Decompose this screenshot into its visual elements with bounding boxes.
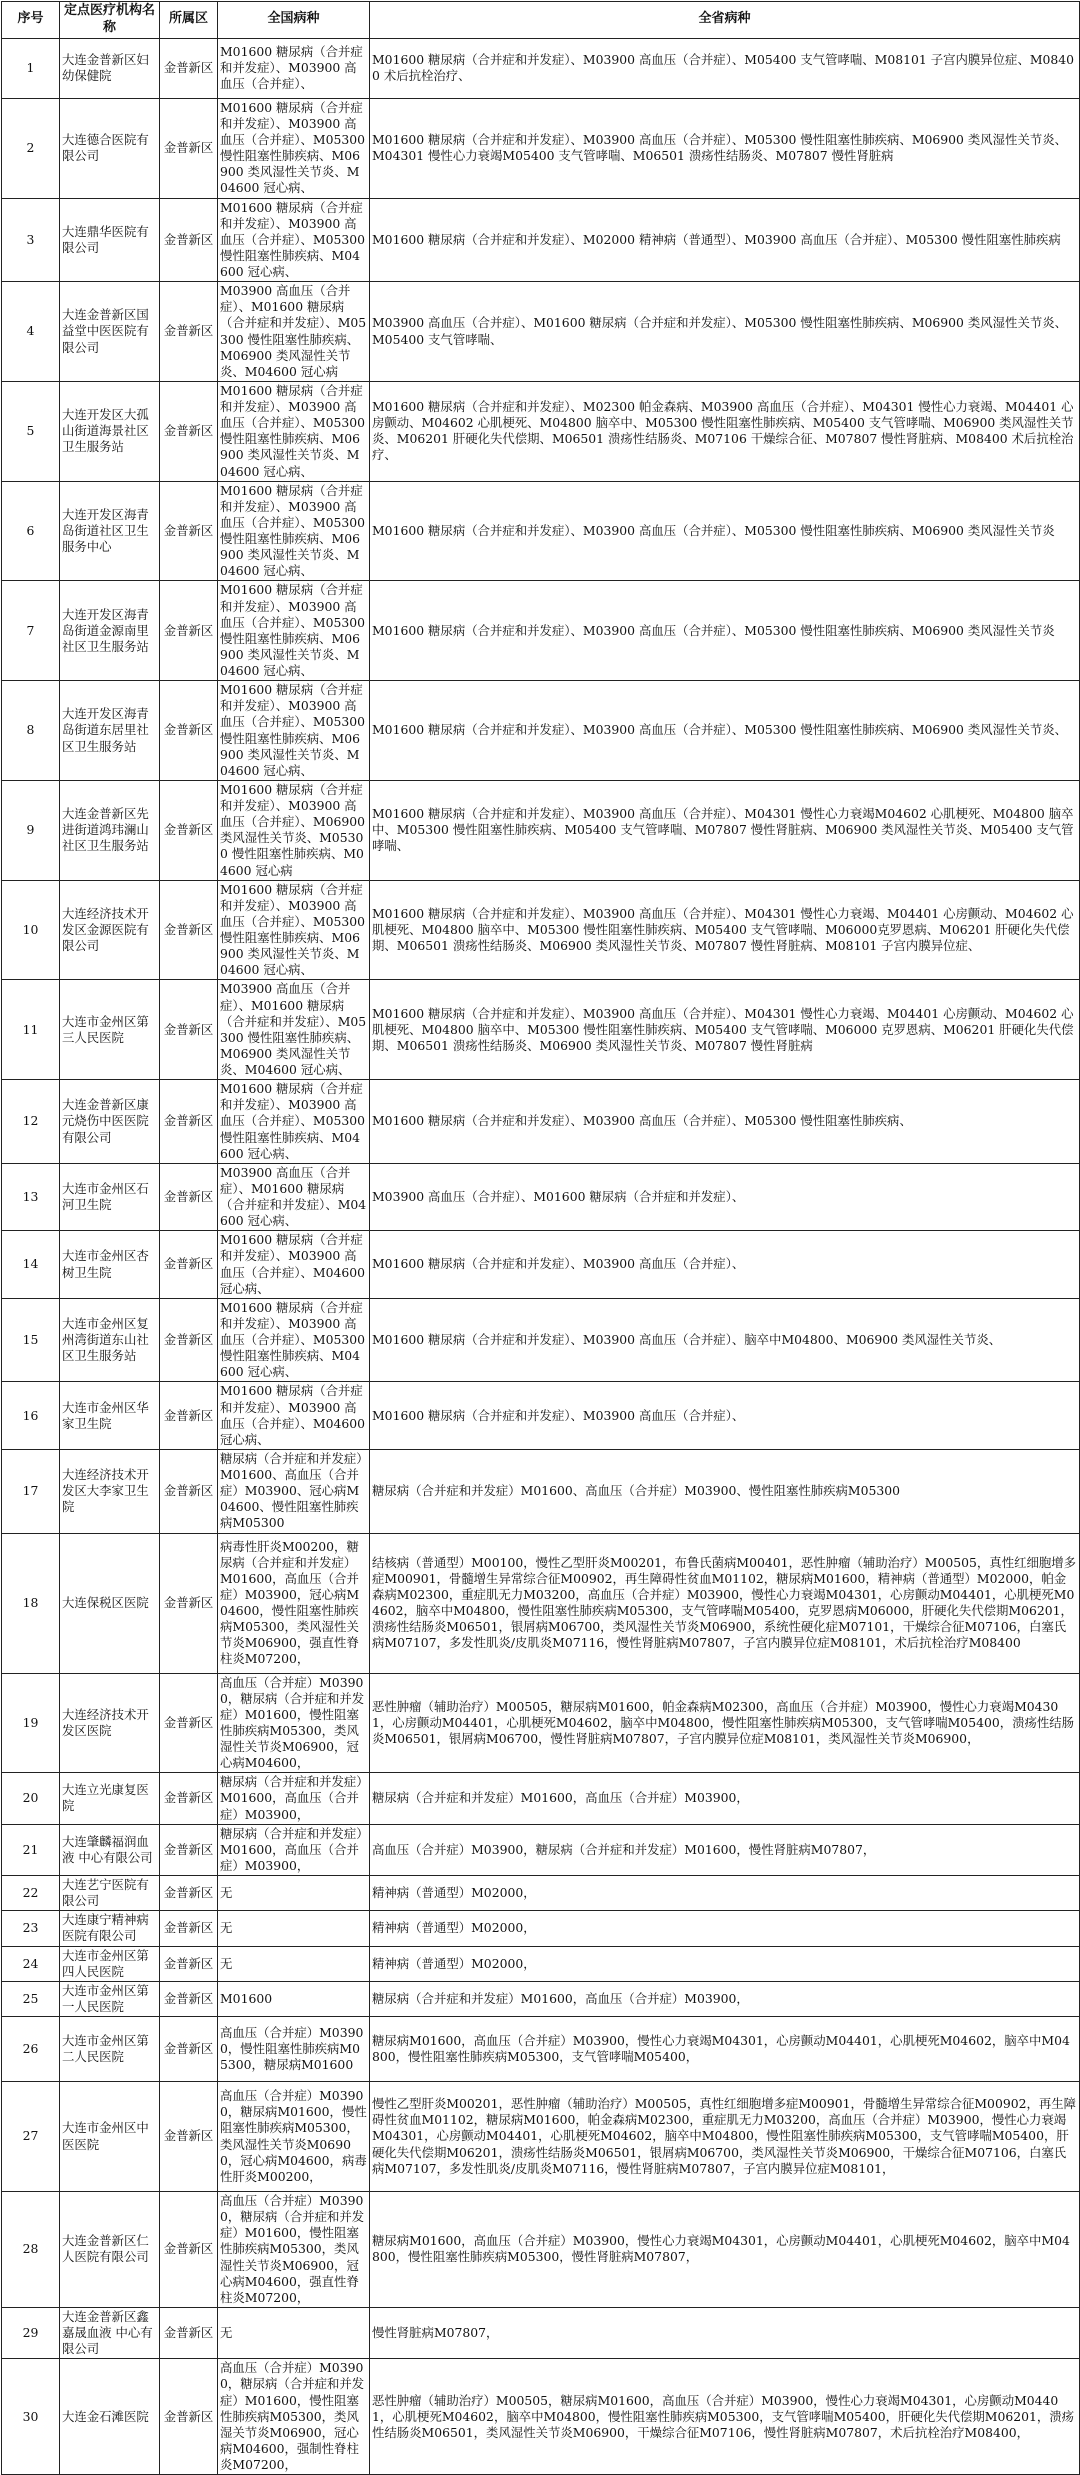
institution-name: 大连鼎华医院有限公司 xyxy=(60,198,160,282)
institution-name: 大连市金州区复州湾街道东山社区卫生服务站 xyxy=(60,1298,160,1382)
table-row xyxy=(2,681,1080,781)
institution-name: 大连肇麟福润血液 中心有限公司 xyxy=(60,1824,160,1875)
row-index: 21 xyxy=(2,1824,60,1875)
table-row xyxy=(2,780,1080,880)
row-index: 27 xyxy=(2,2082,60,2192)
row-index: 23 xyxy=(2,1911,60,1946)
district: 金普新区 xyxy=(160,1231,218,1299)
institution-name: 大连康宁精神病医院有限公司 xyxy=(60,1911,160,1946)
table-row xyxy=(2,980,1080,1080)
provincial-diseases: M01600 糖尿病（合并症和并发症）、M03900 高血压（合并症）、 xyxy=(370,1382,1080,1450)
national-diseases: 糖尿病（合并症和并发症）M01600、高血压（合并症）M03900、冠心病M04600、慢性阻塞性肺疾病M05300 xyxy=(218,1449,370,1533)
provincial-diseases: 糖尿病M01600，高血压（合并症）M03900，慢性心力衰竭M04301，心房颤动M04401，心肌梗死M04602，脑卒中M04800，慢性阻塞性肺疾病M05300，支气管哮喘M05400， xyxy=(370,2017,1080,2082)
provincial-diseases: 慢性肾脏病M07807， xyxy=(370,2307,1080,2358)
national-diseases: M01600 糖尿病（合并症和并发症）、M03900 高血压（合并症）、M04600 冠心病、 xyxy=(218,1231,370,1299)
provincial-diseases: 结核病（普通型）M00100，慢性乙型肝炎M00201，布鲁氏菌病M00401，恶性肿瘤（辅助治疗）M00505，真性红细胞增多症M00901，骨髓增生异常综合征M00902，再生障碍性贫血M01102，糖尿病M01600，精神病（普通型）M02000，帕金森病M02300，重症肌无力M03200，高血压（合并症）M03900，慢性心力衰竭M04301，心房颤动M04401，心肌梗死M04602，脑卒中M04800，慢性阻塞性肺疾病M05300，支气管哮喘M05400，克罗恩病M06000，肝硬化失代偿期M06201，溃疡性结肠炎M06501，银屑病M06700，类风湿性关节炎M06900，系统性硬化症M07101，干燥综合征M07106，白塞氏病M07107，多发性肌炎/皮肌炎M07116，慢性肾脏病M07807，子宫内膜异位症M08101，术后抗栓治疗M08400 xyxy=(370,1533,1080,1673)
provincial-diseases: 恶性肿瘤（辅助治疗）M00505，糖尿病M01600，高血压（合并症）M03900，慢性心力衰竭M04301，心房颤动M04401，心肌梗死M04602，脑卒中M04800，慢性阻塞性肺疾病M05300，支气管哮喘M05400，肝硬化失代偿期M06201，溃疡性结肠炎M06501，类风湿性关节炎M06900，干燥综合征M07106，慢性肾脏病M07807，术后抗栓治疗M08400， xyxy=(370,2359,1080,2475)
row-index: 15 xyxy=(2,1298,60,1382)
district: 金普新区 xyxy=(160,980,218,1080)
row-index: 13 xyxy=(2,1163,60,1231)
national-diseases: M03900 高血压（合并症）、M01600 糖尿病（合并症和并发症）、M04600 冠心病、 xyxy=(218,1163,370,1231)
header-index: 序号 xyxy=(2,2,60,39)
institution-name: 大连经济技术开发区大李家卫生院 xyxy=(60,1449,160,1533)
row-index: 24 xyxy=(2,1946,60,1981)
table-row xyxy=(2,2359,1080,2475)
district: 金普新区 xyxy=(160,681,218,781)
institution-name: 大连市金州区第一人民医院 xyxy=(60,1981,160,2016)
row-index: 26 xyxy=(2,2017,60,2082)
table-header-row xyxy=(2,2,1080,39)
district: 金普新区 xyxy=(160,2359,218,2475)
institution-name: 大连开发区海青岛街道金源南里社区卫生服务站 xyxy=(60,581,160,681)
district: 金普新区 xyxy=(160,2192,218,2308)
provincial-diseases: 糖尿病（合并症和并发症）M01600、高血压（合并症）M03900、慢性阻塞性肺疾病M05300 xyxy=(370,1449,1080,1533)
institution-name: 大连金普新区仁人医院有限公司 xyxy=(60,2192,160,2308)
institution-name: 大连市金州区杏树卫生院 xyxy=(60,1231,160,1299)
table-row xyxy=(2,381,1080,481)
district: 金普新区 xyxy=(160,2082,218,2192)
header-institution: 定点医疗机构名称 xyxy=(60,2,160,39)
table-row xyxy=(2,1449,1080,1533)
table-row xyxy=(2,1673,1080,1773)
table-row xyxy=(2,1946,1080,1981)
row-index: 8 xyxy=(2,681,60,781)
institution-name: 大连艺宁医院有限公司 xyxy=(60,1876,160,1911)
district: 金普新区 xyxy=(160,1298,218,1382)
table-row xyxy=(2,1382,1080,1450)
table-body xyxy=(2,38,1080,2474)
provincial-diseases: 糖尿病（合并症和并发症）M01600，高血压（合并症）M03900， xyxy=(370,1773,1080,1824)
row-index: 16 xyxy=(2,1382,60,1450)
institution-name: 大连金普新区妇幼保健院 xyxy=(60,38,160,98)
institution-name: 大连金普新区鑫嘉晟血液 中心有限公司 xyxy=(60,2307,160,2358)
row-index: 3 xyxy=(2,198,60,282)
provincial-diseases: M01600 糖尿病（合并症和并发症）、M02000 精神病（普通型）、M03900 高血压（合并症）、M05300 慢性阻塞性肺疾病 xyxy=(370,198,1080,282)
district: 金普新区 xyxy=(160,381,218,481)
row-index: 28 xyxy=(2,2192,60,2308)
national-diseases: 无 xyxy=(218,2307,370,2358)
header-provincial-diseases: 全省病种 xyxy=(370,2,1080,39)
district: 金普新区 xyxy=(160,1773,218,1824)
table-row xyxy=(2,880,1080,980)
district: 金普新区 xyxy=(160,1533,218,1673)
district: 金普新区 xyxy=(160,1449,218,1533)
table-row xyxy=(2,1876,1080,1911)
row-index: 10 xyxy=(2,880,60,980)
table-row xyxy=(2,282,1080,382)
table-row xyxy=(2,1080,1080,1164)
row-index: 20 xyxy=(2,1773,60,1824)
row-index: 7 xyxy=(2,581,60,681)
provincial-diseases: 精神病（普通型）M02000， xyxy=(370,1911,1080,1946)
row-index: 2 xyxy=(2,98,60,198)
national-diseases: M01600 xyxy=(218,1981,370,2016)
institution-name: 大连金石滩医院 xyxy=(60,2359,160,2475)
institution-name: 大连金普新区康元烧伤中医医院有限公司 xyxy=(60,1080,160,1164)
district: 金普新区 xyxy=(160,481,218,581)
national-diseases: M01600 糖尿病（合并症和并发症）、M03900 高血压（合并症）、M05300 慢性阻塞性肺疾病、M06900 类风湿性关节炎、M04600 冠心病、 xyxy=(218,381,370,481)
national-diseases: 高血压（合并症）M03900，糖尿病（合并症和并发症）M01600，慢性阻塞性肺疾病M05300，类风湿性关节炎M06900，冠心病M04600， xyxy=(218,1673,370,1773)
provincial-diseases: M01600 糖尿病（合并症和并发症）、M03900 高血压（合并症）、M04301 慢性心力衰竭、M04401 心房颤动、M04602 心肌梗死、M04800 脑卒中、M05300 慢性阻塞性肺疾病、M05400 支气管哮喘、M06000克罗恩病、M06201 肝硬化失代偿期、M06501 溃疡性结肠炎、M06900 类风湿性关节炎、M07807 慢性肾脏病、M08101 子宫内膜异位症、 xyxy=(370,880,1080,980)
national-diseases: M01600 糖尿病（合并症和并发症）、M03900 高血压（合并症）、M04600 冠心病、 xyxy=(218,1382,370,1450)
row-index: 9 xyxy=(2,780,60,880)
national-diseases: M01600 糖尿病（合并症和并发症）、M03900 高血压（合并症）、M05300 慢性阻塞性肺疾病、M06900 类风湿性关节炎、M04600 冠心病、 xyxy=(218,880,370,980)
institution-name: 大连市金州区第二人民医院 xyxy=(60,2017,160,2082)
table-row xyxy=(2,1773,1080,1824)
table-row xyxy=(2,1533,1080,1673)
provincial-diseases: M01600 糖尿病（合并症和并发症）、M03900 高血压（合并症）、 xyxy=(370,1231,1080,1299)
national-diseases: M01600 糖尿病（合并症和并发症）、M03900 高血压（合并症）、M05300 慢性阻塞性肺疾病、M06900 类风湿性关节炎、M04600 冠心病、 xyxy=(218,681,370,781)
institution-name: 大连立光康复医院 xyxy=(60,1773,160,1824)
provincial-diseases: 恶性肿瘤（辅助治疗）M00505，糖尿病M01600，帕金森病M02300，高血压（合并症）M03900，慢性心力衰竭M04301，心房颤动M04401，心肌梗死M04602，脑卒中M04800，慢性阻塞性肺疾病M05300，支气管哮喘M05400，溃疡性结肠炎M06501，银屑病M06700，慢性肾脏病M07807，子宫内膜异位症M08101，类风湿性关节炎M06900， xyxy=(370,1673,1080,1773)
table-row xyxy=(2,2192,1080,2308)
table-row xyxy=(2,581,1080,681)
institution-name: 大连金普新区先进街道鸿玮澜山社区卫生服务站 xyxy=(60,780,160,880)
header-district: 所属区 xyxy=(160,2,218,39)
table-row xyxy=(2,1981,1080,2016)
national-diseases: M01600 糖尿病（合并症和并发症）、M03900 高血压（合并症）、M05300 慢性阻塞性肺疾病、M06900 类风湿性关节炎、M04600 冠心病、 xyxy=(218,98,370,198)
provincial-diseases: M01600 糖尿病（合并症和并发症）、M03900 高血压（合并症）、M04301 慢性心力衰竭、M04401 心房颤动、M04602 心肌梗死、M04800 脑卒中、M05300 慢性阻塞性肺疾病、M05400 支气管哮喘、M06000 克罗恩病、M06201 肝硬化失代偿期、M06501 溃疡性结肠炎、M06900 类风湿性关节炎、M07807 慢性肾脏病 xyxy=(370,980,1080,1080)
institution-name: 大连德合医院有限公司 xyxy=(60,98,160,198)
national-diseases: 糖尿病（合并症和并发症）M01600，高血压（合并症）M03900， xyxy=(218,1773,370,1824)
row-index: 18 xyxy=(2,1533,60,1673)
district: 金普新区 xyxy=(160,880,218,980)
institution-name: 大连开发区海青岛街道社区卫生服务中心 xyxy=(60,481,160,581)
provincial-diseases: M01600 糖尿病（合并症和并发症）、M03900 高血压（合并症）、M05300 慢性阻塞性肺疾病、M06900 类风湿性关节炎 xyxy=(370,581,1080,681)
provincial-diseases: 糖尿病（合并症和并发症）M01600，高血压（合并症）M03900， xyxy=(370,1981,1080,2016)
district: 金普新区 xyxy=(160,1946,218,1981)
row-index: 19 xyxy=(2,1673,60,1773)
table-row xyxy=(2,198,1080,282)
district: 金普新区 xyxy=(160,581,218,681)
institution-name: 大连开发区海青岛街道东居里社区卫生服务站 xyxy=(60,681,160,781)
district: 金普新区 xyxy=(160,1080,218,1164)
institution-name: 大连保税区医院 xyxy=(60,1533,160,1673)
table-row xyxy=(2,2307,1080,2358)
provincial-diseases: 高血压（合并症）M03900，糖尿病（合并症和并发症）M01600，慢性肾脏病M07807， xyxy=(370,1824,1080,1875)
national-diseases: M01600 糖尿病（合并症和并发症）、M03900 高血压（合并症）、M05300 慢性阻塞性肺疾病、M04600 冠心病、 xyxy=(218,198,370,282)
national-diseases: 高血压（合并症）M03900，糖尿病（合并症和并发症）M01600，慢性阻塞性肺疾病M05300，类风湿性关节炎M06900，冠心病M04600，强直性脊柱炎M07200， xyxy=(218,2192,370,2308)
table-row xyxy=(2,481,1080,581)
national-diseases: 高血压（合并症）M03900，糖尿病M01600，慢性阻塞性肺疾病M05300，类风湿性关节炎M06900，冠心病M04600，病毒性肝炎M00200， xyxy=(218,2082,370,2192)
provincial-diseases: M01600 糖尿病（合并症和并发症）、M02300 帕金森病、M03900 高血压（合并症）、M04301 慢性心力衰竭、M04401 心房颤动、M04602 心肌梗死、M04800 脑卒中、M05300 慢性阻塞性肺疾病、M05400 支气管哮喘、M06900 类风湿性关节炎、M06201 肝硬化失代偿期、M06501 溃疡性结肠炎、M07106 干燥综合征、M07807 慢性肾脏病、M08400 术后抗栓治疗、 xyxy=(370,381,1080,481)
national-diseases: M01600 糖尿病（合并症和并发症）、M03900 高血压（合并症）、M05300 慢性阻塞性肺疾病、M04600 冠心病、 xyxy=(218,1298,370,1382)
district: 金普新区 xyxy=(160,38,218,98)
row-index: 25 xyxy=(2,1981,60,2016)
row-index: 12 xyxy=(2,1080,60,1164)
row-index: 1 xyxy=(2,38,60,98)
national-diseases: M01600 糖尿病（合并症和并发症）、M03900 高血压（合并症）、M05300 慢性阻塞性肺疾病、M06900 类风湿性关节炎、M04600 冠心病、 xyxy=(218,481,370,581)
table-row xyxy=(2,1163,1080,1231)
national-diseases: 病毒性肝炎M00200，糖尿病（合并症和并发症）M01600，高血压（合并症）M03900，冠心病M04600，慢性阻塞性肺疾病M05300，类风湿性关节炎M06900，强直性脊柱炎M07200， xyxy=(218,1533,370,1673)
provincial-diseases: M01600 糖尿病（合并症和并发症）、M03900 高血压（合并症）、M04301 慢性心力衰竭M04602 心肌梗死、M04800 脑卒中、M05300 慢性阻塞性肺疾病、M05400 支气管哮喘、M07807 慢性肾脏病、M06900 类风湿性关节炎、M05400 支气管哮喘、 xyxy=(370,780,1080,880)
national-diseases: 无 xyxy=(218,1876,370,1911)
national-diseases: M03900 高血压（合并症）、M01600 糖尿病（合并症和并发症）、M05300 慢性阻塞性肺疾病、M06900 类风湿性关节炎、M04600 冠心病 xyxy=(218,282,370,382)
provincial-diseases: 慢性乙型肝炎M00201，恶性肿瘤（辅助治疗）M00505，真性红细胞增多症M00901，骨髓增生异常综合征M00902，再生障碍性贫血M01102，糖尿病M01600，帕金森病M02300，重症肌无力M03200，高血压（合并症）M03900，慢性心力衰竭M04301，心房颤动M04401，心肌梗死M04602，脑卒中M04800，慢性阻塞性肺疾病M05300，支气管哮喘M05400，肝硬化失代偿期M06201，溃疡性结肠炎M06501，银屑病M06700，类风湿性关节炎M06900，干燥综合征M07106，白塞氏病M07107，多发性肌炎/皮肌炎M07116，慢性肾脏病M07807，子宫内膜异位症M08101， xyxy=(370,2082,1080,2192)
district: 金普新区 xyxy=(160,780,218,880)
provincial-diseases: 精神病（普通型）M02000， xyxy=(370,1876,1080,1911)
table-row xyxy=(2,1824,1080,1875)
institution-name: 大连市金州区中医医院 xyxy=(60,2082,160,2192)
row-index: 22 xyxy=(2,1876,60,1911)
institution-name: 大连经济技术开发区金源医院有限公司 xyxy=(60,880,160,980)
provincial-diseases: M01600 糖尿病（合并症和并发症）、M03900 高血压（合并症）、M05300 慢性阻塞性肺疾病、M06900 类风湿性关节炎、M04301 慢性心力衰竭M05400 支气管哮喘、M06501 溃疡性结肠炎、M07807 慢性肾脏病 xyxy=(370,98,1080,198)
district: 金普新区 xyxy=(160,1876,218,1911)
district: 金普新区 xyxy=(160,282,218,382)
provincial-diseases: M01600 糖尿病（合并症和并发症）、M03900 高血压（合并症）、M05300 慢性阻塞性肺疾病、 xyxy=(370,1080,1080,1164)
national-diseases: 无 xyxy=(218,1946,370,1981)
table-row xyxy=(2,1911,1080,1946)
provincial-diseases: M01600 糖尿病（合并症和并发症）、M03900 高血压（合并症）、脑卒中M04800、M06900 类风湿性关节炎、 xyxy=(370,1298,1080,1382)
provincial-diseases: M01600 糖尿病（合并症和并发症）、M03900 高血压（合并症）、M05300 慢性阻塞性肺疾病、M06900 类风湿性关节炎 xyxy=(370,481,1080,581)
national-diseases: 高血压（合并症）M03900，慢性阻塞性肺疾病M05300，糖尿病M01600 xyxy=(218,2017,370,2082)
provincial-diseases: M03900 高血压（合并症）、M01600 糖尿病（合并症和并发症）、M05300 慢性阻塞性肺疾病、M06900 类风湿性关节炎、M05400 支气管哮喘、 xyxy=(370,282,1080,382)
district: 金普新区 xyxy=(160,2017,218,2082)
row-index: 30 xyxy=(2,2359,60,2475)
institution-name: 大连市金州区石河卫生院 xyxy=(60,1163,160,1231)
table-row xyxy=(2,98,1080,198)
district: 金普新区 xyxy=(160,1911,218,1946)
district: 金普新区 xyxy=(160,98,218,198)
row-index: 5 xyxy=(2,381,60,481)
provincial-diseases: 精神病（普通型）M02000， xyxy=(370,1946,1080,1981)
institution-name: 大连市金州区第三人民医院 xyxy=(60,980,160,1080)
national-diseases: 无 xyxy=(218,1911,370,1946)
provincial-diseases: M03900 高血压（合并症）、M01600 糖尿病（合并症和并发症）、 xyxy=(370,1163,1080,1231)
row-index: 4 xyxy=(2,282,60,382)
row-index: 6 xyxy=(2,481,60,581)
row-index: 14 xyxy=(2,1231,60,1299)
table-row xyxy=(2,1231,1080,1299)
national-diseases: M01600 糖尿病（合并症和并发症）、M03900 高血压（合并症）、M06900 类风湿性关节炎、M05300 慢性阻塞性肺疾病、M04600 冠心病 xyxy=(218,780,370,880)
national-diseases: M01600 糖尿病（合并症和并发症）、M03900 高血压（合并症）、 xyxy=(218,38,370,98)
provincial-diseases: M01600 糖尿病（合并症和并发症）、M03900 高血压（合并症）、M05300 慢性阻塞性肺疾病、M06900 类风湿性关节炎、 xyxy=(370,681,1080,781)
district: 金普新区 xyxy=(160,1163,218,1231)
provincial-diseases: M01600 糖尿病（合并症和并发症）、M03900 高血压（合并症）、M05400 支气管哮喘、M08101 子宫内膜异位症、M08400 术后抗栓治疗、 xyxy=(370,38,1080,98)
national-diseases: M01600 糖尿病（合并症和并发症）、M03900 高血压（合并症）、M05300 慢性阻塞性肺疾病、M04600 冠心病、 xyxy=(218,1080,370,1164)
national-diseases: M01600 糖尿病（合并症和并发症）、M03900 高血压（合并症）、M05300 慢性阻塞性肺疾病、M06900 类风湿性关节炎、M04600 冠心病、 xyxy=(218,581,370,681)
table-row xyxy=(2,1298,1080,1382)
national-diseases: 糖尿病（合并症和并发症）M01600，高血压（合并症）M03900， xyxy=(218,1824,370,1875)
header-national-diseases: 全国病种 xyxy=(218,2,370,39)
table-row xyxy=(2,2017,1080,2082)
designated-institutions-table xyxy=(1,1,1080,2475)
institution-name: 大连市金州区第四人民医院 xyxy=(60,1946,160,1981)
row-index: 11 xyxy=(2,980,60,1080)
row-index: 17 xyxy=(2,1449,60,1533)
national-diseases: M03900 高血压（合并症）、M01600 糖尿病（合并症和并发症）、M05300 慢性阻塞性肺疾病、M06900 类风湿性关节炎、M04600 冠心病、 xyxy=(218,980,370,1080)
provincial-diseases: 糖尿病M01600，高血压（合并症）M03900，慢性心力衰竭M04301，心房颤动M04401，心肌梗死M04602，脑卒中M04800，慢性阻塞性肺疾病M05300，慢性肾脏病M07807， xyxy=(370,2192,1080,2308)
district: 金普新区 xyxy=(160,1673,218,1773)
institution-name: 大连开发区大孤山街道海景社区卫生服务站 xyxy=(60,381,160,481)
institution-name: 大连金普新区国益堂中医医院有限公司 xyxy=(60,282,160,382)
district: 金普新区 xyxy=(160,1981,218,2016)
table-row xyxy=(2,38,1080,98)
institution-name: 大连经济技术开发区医院 xyxy=(60,1673,160,1773)
institution-name: 大连市金州区华家卫生院 xyxy=(60,1382,160,1450)
district: 金普新区 xyxy=(160,1382,218,1450)
district: 金普新区 xyxy=(160,2307,218,2358)
national-diseases: 高血压（合并症）M03900，糖尿病（合并症和并发症）M01600，慢性阻塞性肺疾病M05300，类风湿关节炎M06900，冠心病M04600，强制性脊柱炎M07200， xyxy=(218,2359,370,2475)
district: 金普新区 xyxy=(160,1824,218,1875)
row-index: 29 xyxy=(2,2307,60,2358)
table-row xyxy=(2,2082,1080,2192)
district: 金普新区 xyxy=(160,198,218,282)
